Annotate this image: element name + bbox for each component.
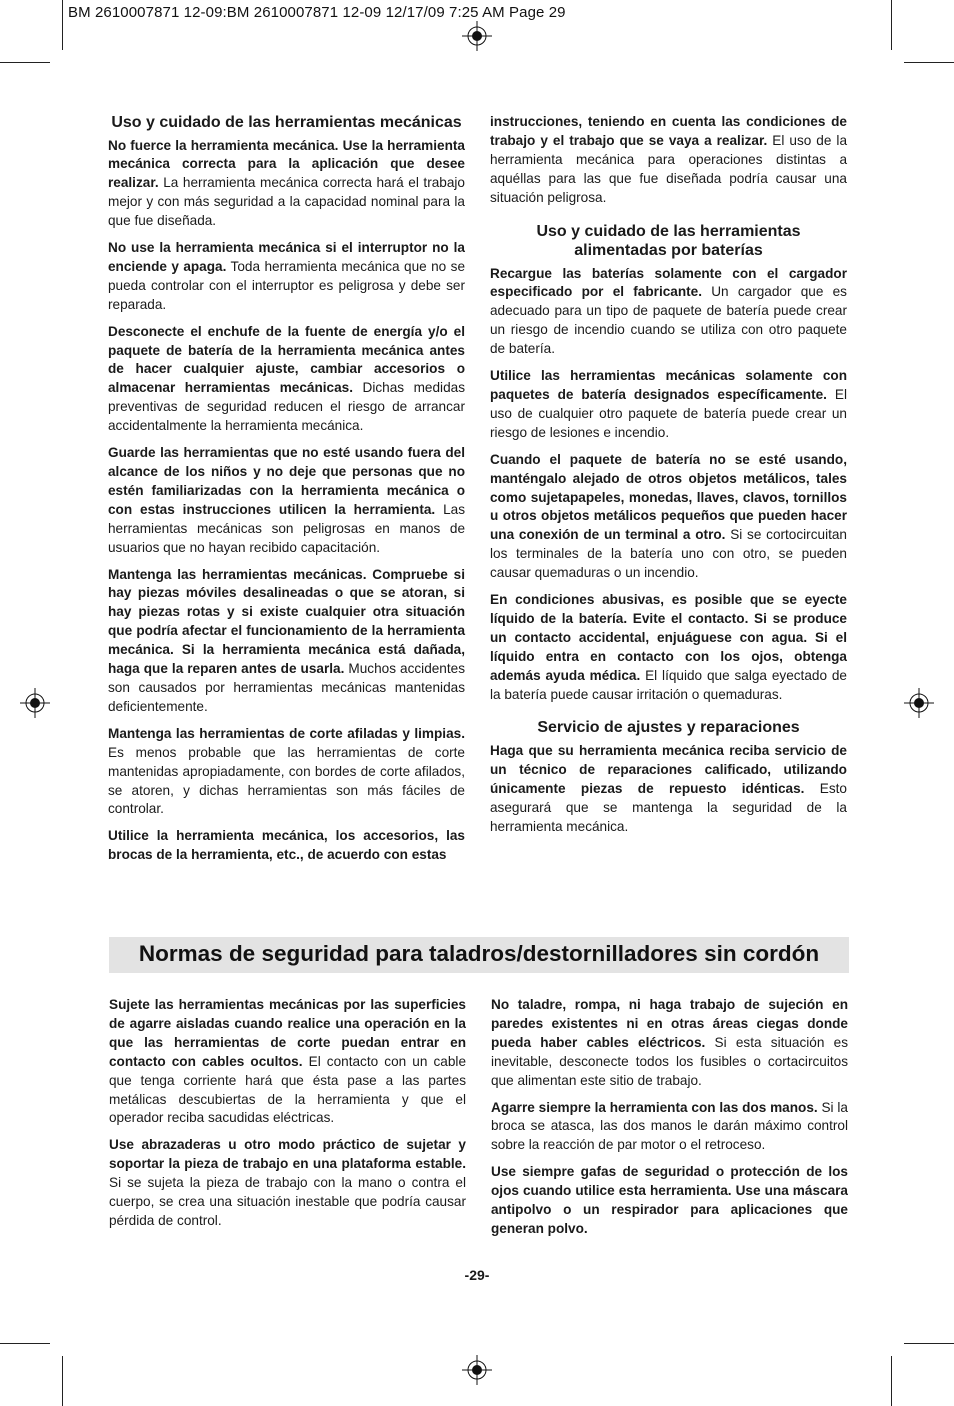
paragraph: No taladre, rompa, ni haga trabajo de sujeción en paredes existentes ni en otras áreas ciegas donde pueda haber cables eléctricos. Si esta situación es inevitable, desconecte todos los fusibles o cortacircuitos que alimentan este sitio de trabajo. <box>491 997 849 1088</box>
upper-right-column <box>490 113 847 845</box>
paragraph: Mantenga las herramientas de corte afiladas y limpias. Es menos probable que las herramientas de corte mantenidas apropiadamente, con bordes de corte afilados, se atoren, y dichas herramientas son más fáciles de controlar. <box>108 725 465 817</box>
crop-mark-tr-h <box>904 62 954 63</box>
crop-mark-bl-v <box>62 1356 63 1406</box>
section-heading-tools: Uso y cuidado de las herramientas mecánicas <box>111 114 462 131</box>
paragraph: Guarde las herramientas que no esté usando fuera del alcance de los niños y no deje que personas que no estén familiarizadas con la herramienta mecánica o con estas instrucciones utilicen la herramienta. Las herramientas mecánicas son peligrosas en manos de usuarios que no hayan recibido capacitación. <box>108 445 465 555</box>
paragraph: Recargue las baterías solamente con el cargador especificado por el fabricante. Un cargador que es adecuado para un tipo de paquete de batería puede crear un riesgo de incendio cuando se utiliza con otro paquete de batería. <box>490 265 847 357</box>
paragraph: Use abrazaderas u otro modo práctico de sujetar y soportar la pieza de trabajo en una plataforma estable. Si se sujeta la pieza de trabajo con la mano o contra el cuerpo, se crea una situación inestable que podría causar pérdida de control. <box>109 1137 466 1228</box>
upper-left-column <box>108 113 465 873</box>
paragraph: Haga que su herramienta mecánica reciba servicio de un técnico de reparaciones calificado, utilizando únicamente piezas de repuesto idénticas. Esto asegurará que se mantenga la seguridad de la herramienta mecánica. <box>490 742 847 834</box>
crop-mark-tr-v <box>891 0 892 50</box>
registration-mark-bottom-icon <box>462 1355 492 1385</box>
section-heading-service: Servicio de ajustes y reparaciones <box>537 719 800 737</box>
crop-mark-bl-h <box>0 1343 50 1344</box>
banner-title: Normas de seguridad para taladros/destornilladores sin cordón <box>138 941 820 966</box>
paragraph: Mantenga las herramientas mecánicas. Compruebe si hay piezas móviles desalineadas o que se atoran, si hay piezas rotas y si existe cualquier otra situación que podría afectar el funcionamiento de la herramienta mecánica. Si la herramienta mecánica está dañada, haga que la reparen antes de usarla. Muchos accidentes son causados por herramientas mecánicas mantenidas deficientemente. <box>108 566 466 714</box>
section-banner <box>109 937 849 973</box>
crop-mark-tl-h <box>0 62 50 63</box>
registration-mark-right-icon <box>904 688 934 718</box>
section-heading-battery: Uso y cuidado de las herramientas alimentadas por baterías <box>536 222 801 260</box>
lower-right-column <box>491 996 848 1247</box>
lower-left-column <box>109 996 466 1239</box>
paragraph: Utilice las herramientas mecánicas solamente con paquetes de batería designados específicamente. El uso de cualquier otro paquete de batería puede crear un riesgo de lesiones e incendio. <box>490 368 847 440</box>
crop-mark-br-h <box>904 1343 954 1344</box>
paragraph: Desconecte el enchufe de la fuente de energía y/o el paquete de batería de la herramienta mecánica antes de hacer cualquier ajuste, cambiar accesorios o almacenar herramientas mecánicas. Dichas medidas preventivas de seguridad reducen el riesgo de arrancar accidentalmente la herramienta mecánica. <box>108 323 465 434</box>
crop-mark-br-v <box>891 1356 892 1406</box>
printer-slug: BM 2610007871 12-09:BM 2610007871 12-09 12/17/09 7:25 AM Page 29 <box>68 4 566 21</box>
page-number: -29- <box>464 1267 490 1283</box>
paragraph: No fuerce la herramienta mecánica. Use la herramienta mecánica correcta para la aplicación que desee realizar. La herramienta mecánica correcta hará el trabajo mejor y con más seguridad a la capacidad nominal para la que fue diseñada. <box>108 137 465 229</box>
crop-mark-tl-v <box>62 0 63 50</box>
paragraph: Agarre siempre la herramienta con las dos manos. Si la broca se atasca, las dos manos le darán máximo control sobre la reacción de par motor o el retroceso. <box>491 1099 848 1153</box>
registration-mark-top-icon <box>462 21 492 51</box>
paragraph: instrucciones, teniendo en cuenta las condiciones de trabajo y el trabajo que se vaya a realizar. El uso de la herramienta mecánica para operaciones distintas a aquéllas para las que fue diseñada podría causar una situación peligrosa. <box>490 114 848 205</box>
paragraph: Sujete las herramientas mecánicas por las superficies de agarre aisladas cuando realice una operación en la que las herramientas de corte puedan entrar en contacto con cables ocultos. El contacto con un cable que tenga corriente hará que ésta pase a las partes metálicas descubiertas de la herramienta y que el operador reciba sacudidas eléctricas. <box>109 997 466 1126</box>
paragraph: Utilice la herramienta mecánica, los accesorios, las brocas de la herramienta, etc., de acuerdo con estas <box>108 828 465 863</box>
paragraph: Use siempre gafas de seguridad o protección de los ojos cuando utilice esta herramienta. Use una máscara antipolvo o un respirador para aplicaciones que generan polvo. <box>491 1164 848 1236</box>
paragraph: Cuando el paquete de batería no se esté usando, manténgalo alejado de otros objetos metálicos, tales como sujetapapeles, monedas, llaves, clavos, tornillos u otros objetos metálicos pequeños que pueden hacer una conexión de un terminal a otro. Si se cortocircuitan los terminales de la batería uno con otro, se pueden causar quemaduras o un incendio. <box>490 451 847 581</box>
paragraph: En condiciones abusivas, es posible que se eyecte líquido de la batería. Evite el contacto. Si se produce un contacto accidental, enjuáguese con agua. Si el líquido entra en contacto con los ojos, obtenga además ayuda médica. El líquido que salga eyectado de la batería puede causar irritación o quemaduras. <box>490 592 847 702</box>
registration-mark-left-icon <box>20 688 50 718</box>
paragraph: No use la herramienta mecánica si el interruptor no la enciende y apaga. Toda herramienta mecánica que no se pueda controlar con el interruptor es peligrosa y debe ser reparada. <box>108 240 465 312</box>
